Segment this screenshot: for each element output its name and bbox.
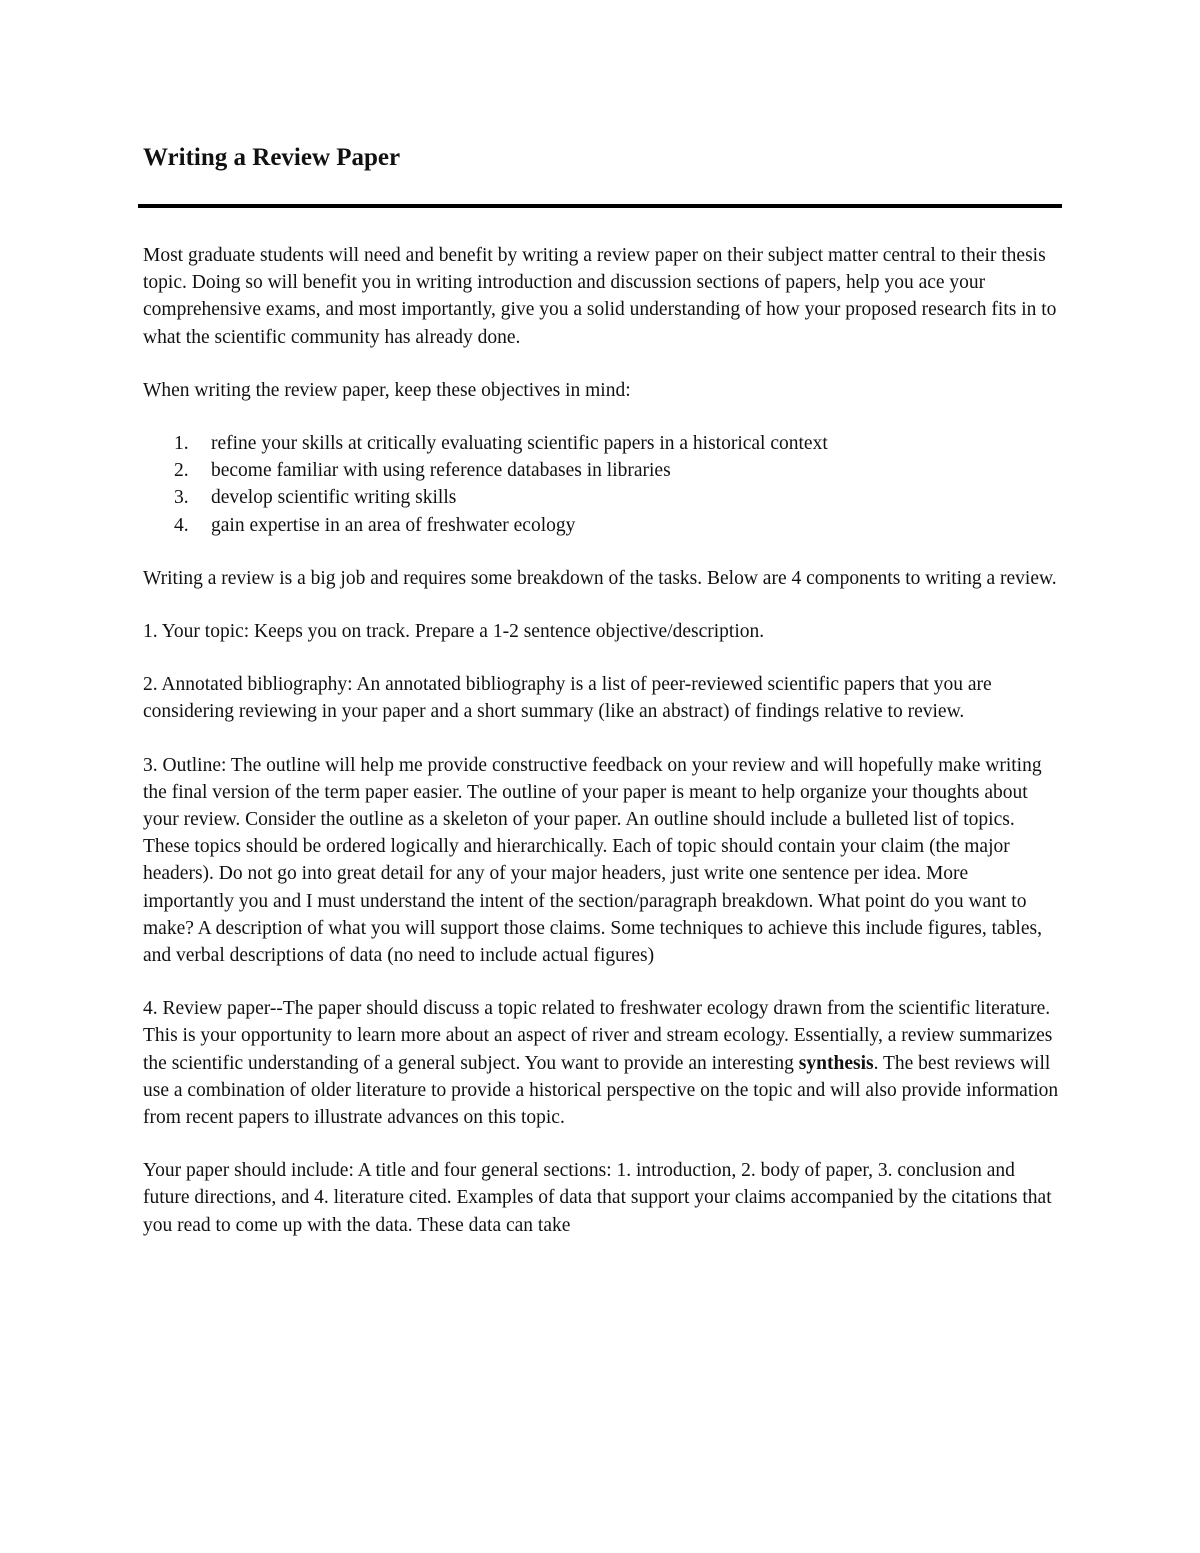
component-outline: 3. Outline: The outline will help me provide constructive feedback on your review and will hopefully make writing the final version of the term paper easier. The outline of your paper is meant to help organize your thoughts about your review. Consider the outline as a skeleton of your paper. An outline should include a bulleted list of topics. These topics should be ordered logically and hierarchically. Each of topic should contain your claim (the major headers). Do not go into great detail for any of your major headers, just write one sentence per idea. More importantly you and I must understand the intent of the section/paragraph breakdown. What point do you want to make? A description of what you will support those claims. Some techniques to achieve this include figures, tables, and verbal descriptions of data (no need to include actual figures) xyxy=(143,754,1042,967)
list-item-number: 2. xyxy=(174,460,189,482)
list-item-number: 3. xyxy=(174,487,189,509)
components-intro: Writing a review is a big job and requires some breakdown of the tasks. Below are 4 components to writing a review. xyxy=(143,567,1057,589)
list-item-number: 1. xyxy=(174,433,189,455)
list-item xyxy=(143,512,1063,539)
list-item-text: become familiar with using reference databases in libraries xyxy=(211,460,671,482)
list-item xyxy=(143,484,1063,511)
component-annotated-bibliography: 2. Annotated bibliography: An annotated bibliography is a list of peer-reviewed scientific papers that you are considering reviewing in your paper and a short summary (like an abstract) of findings relative to review. xyxy=(143,674,992,723)
page-title: Writing a Review Paper xyxy=(143,144,401,171)
list-item-text: gain expertise in an area of freshwater ecology xyxy=(211,514,576,536)
list-item xyxy=(143,457,1063,484)
component-review-paper xyxy=(143,995,1063,1131)
list-item xyxy=(143,430,1063,457)
component-topic: 1. Your topic: Keeps you on track. Prepare a 1-2 sentence objective/description. xyxy=(143,621,765,643)
synthesis-emphasis: synthesis xyxy=(798,1052,874,1074)
list-item-number: 4. xyxy=(174,514,189,536)
objectives-list xyxy=(143,430,1063,539)
document-body xyxy=(143,242,1063,1265)
include-paragraph: Your paper should include: A title and four general sections: 1. introduction, 2. body of paper, 3. conclusion and future directions, and 4. literature cited. Examples of data that support your claims accompanied by the citations that you read to come up with the data. These data can take xyxy=(143,1160,1052,1236)
objectives-intro: When writing the review paper, keep these objectives in mind: xyxy=(143,379,631,401)
list-item-text: develop scientific writing skills xyxy=(211,487,457,509)
intro-paragraph: Most graduate students will need and benefit by writing a review paper on their subject matter central to their thesis topic. Doing so will benefit you in writing introduction and discussion sections of papers, help you ace your comprehensive exams, and most importantly, give you a solid understanding of how your proposed research fits in to what the scientific community has already done. xyxy=(143,245,1057,348)
component-review-paper-text: 4. Review paper--The paper should discuss a topic related to freshwater ecology drawn from the scientific literature. This is your opportunity to learn more about an aspect of river and stream ecology. Essentially, a review summarizes the scientific understanding of a general subject. You want to provide an interesting xyxy=(143,998,1053,1074)
list-item-text: refine your skills at critically evaluating scientific papers in a historical context xyxy=(211,433,828,455)
component-review-paper-text-end: . The best reviews will use a combination of older literature to provide a historical perspective on the topic and will also provide information from recent papers to illustrate advances on this topic. xyxy=(143,1052,1059,1129)
title-divider xyxy=(138,204,1062,208)
